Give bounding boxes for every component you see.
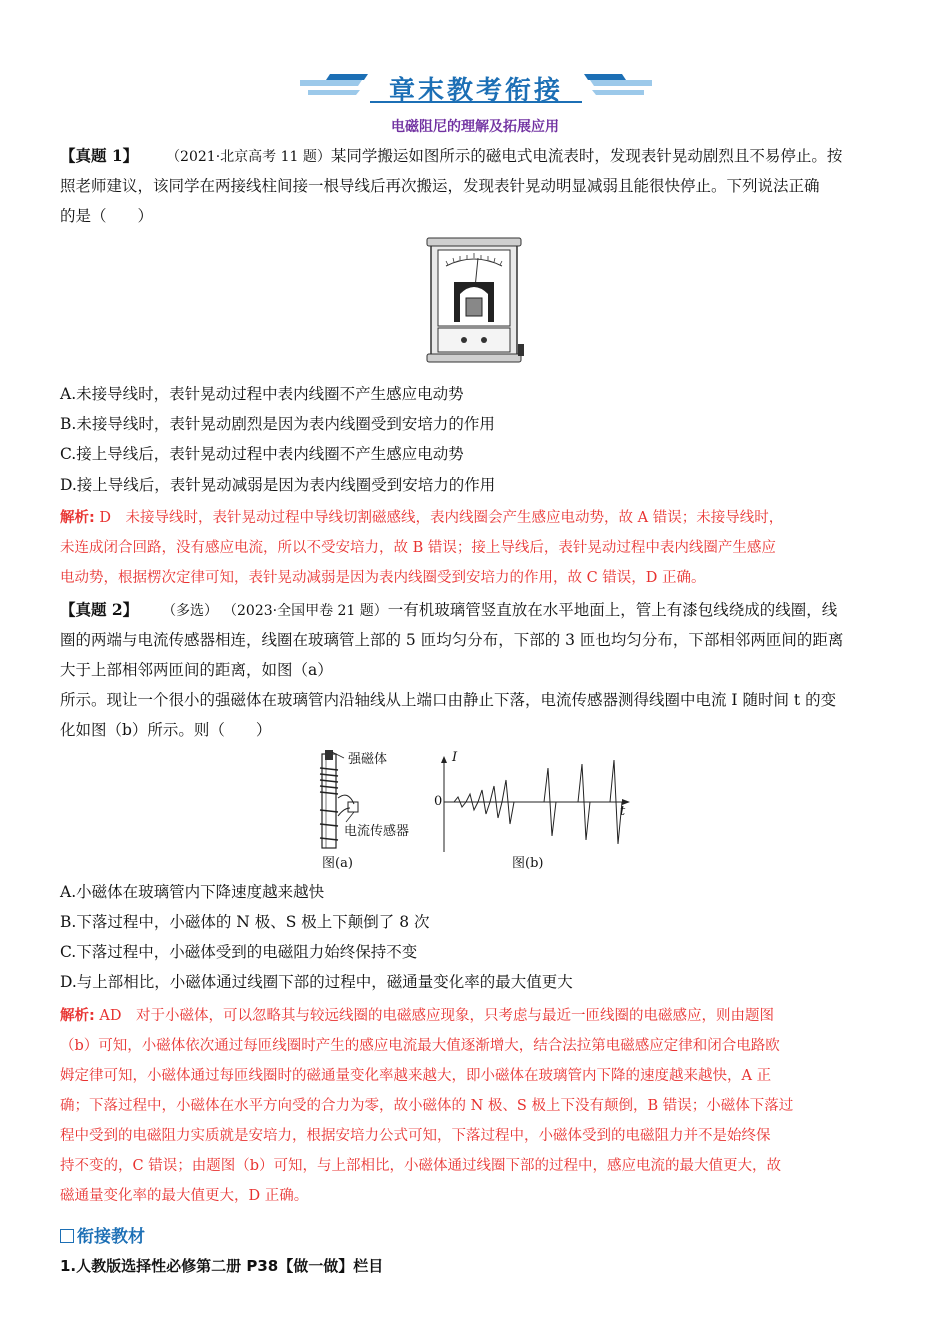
q2-stem-2: 圈的两端与电流传感器相连，线圈在玻璃管上部的 5 匝均匀分布，下部的 3 匝也均匀分布，下部相邻两匝间的距离 (60, 631, 844, 649)
figure-a (318, 746, 428, 872)
galvanometer-figure (426, 236, 528, 372)
q2-multi: （多选） (162, 603, 219, 619)
axis-origin: 0 (434, 794, 443, 809)
q1-source: （2021·北京高考 11 题） (166, 149, 331, 165)
q2-stem-3: 大于上部相邻两匝间的距离，如图（a） (60, 661, 333, 679)
q2-analysis-2: （b）可知，小磁体依次通过每匝线圈时产生的感应电流最大值逐渐增大，结合法拉第电磁感应定律和闭合电路欧 (60, 1038, 780, 1054)
q2-analysis-6: 持不变的，C 错误；由题图（b）可知，与上部相比，小磁体通过线圈下部的过程中，感应电流的最大值更大，故 (60, 1158, 781, 1174)
q2-analysis-4: 确；下落过程中，小磁体在水平方向受的合力为零，故小磁体的 N 极、S 极上下没有颠倒，B 错误；小磁体下落过 (60, 1098, 794, 1114)
q1-analysis-line-1 (60, 506, 783, 527)
checkbox-square-icon (60, 1229, 74, 1243)
q2-option-d: D.与上部相比，小磁体通过线圈下部的过程中，磁通量变化率的最大值更大 (60, 973, 573, 991)
q1-analysis-2: 未连成闭合回路，没有感应电流，所以不受安培力，故 B 错误；接上导线后，表针晃动过程中表内线圈产生感应 (60, 540, 776, 556)
q2-stem-5: 化如图（b）所示。则（ ） (60, 721, 272, 739)
caption-a: 图(a) (322, 856, 353, 871)
q2-option-c: C.下落过程中，小磁体受到的电磁阻力始终保持不变 (60, 943, 418, 961)
q2-analysis-5: 程中受到的电磁阻力实质就是安培力，根据安培力公式可知，下落过程中，小磁体受到的电磁阻力并不是始终保 (60, 1128, 771, 1144)
q1-option-b: B.未接导线时，表针晃动剧烈是因为表内线圈受到安培力的作用 (60, 415, 495, 433)
q1-stem-3: 的是（ ） (60, 207, 154, 225)
q1-analysis-3: 电动势，根据楞次定律可知，表针晃动减弱是因为表内线圈受到安培力的作用，故 C 错误，D 正确。 (60, 570, 706, 586)
q1-stem-2: 照老师建议，该同学在两接线柱间接一根导线后再次搬运，发现表针晃动明显减弱且能很快停止。下列说法正确 (60, 177, 820, 195)
section-item-1: 1.人教版选择性必修第二册 P38【做一做】栏目 (60, 1257, 384, 1275)
section-heading (60, 1222, 145, 1247)
q2-tag: 【真题 2】 (60, 600, 139, 619)
q2-analysis-1: AD 对于小磁体，可以忽略其与较远线圈的电磁感应现象，只考虑与最近一匝线圈的电磁感应，则由题图 (94, 1008, 775, 1024)
q1-analysis-label: 解析: (60, 510, 95, 526)
label-magnet: 强磁体 (348, 752, 388, 767)
figure-b (432, 750, 632, 874)
q2-analysis-3: 姆定律可知，小磁体通过每匝线圈时的磁通量变化率越来越大，即小磁体在玻璃管内下降的速度越来越快，A 正 (60, 1068, 772, 1084)
q2-stem-1: 一有机玻璃管竖直放在水平地面上，管上有漆包线绕成的线圈，线 (387, 601, 838, 619)
page-subtitle: 电磁阻尼的理解及拓展应用 (391, 119, 559, 135)
q1-stem-1: 某同学搬运如图所示的磁电式电流表时，发现表针晃动剧烈且不易停止。按 (330, 147, 843, 165)
q1-option-a: A.未接导线时，表针晃动过程中表内线圈不产生感应电动势 (60, 385, 464, 403)
q1-tag: 【真题 1】 (60, 146, 139, 165)
q2-analysis-line-1 (60, 1004, 774, 1025)
q2-option-a: A.小磁体在玻璃管内下降速度越来越快 (60, 883, 325, 901)
q2-source: （2023·全国甲卷 21 题） (223, 603, 388, 619)
q1-option-c: C.接上导线后，表针晃动过程中表内线圈不产生感应电动势 (60, 445, 464, 463)
axis-y-label: I (452, 750, 458, 765)
q2-stem-line-1 (60, 598, 837, 620)
q1-option-d: D.接上导线后，表针晃动减弱是因为表内线圈受到安培力的作用 (60, 476, 496, 494)
label-sensor: 电流传感器 (344, 824, 410, 839)
q2-analysis-label: 解析: (60, 1008, 95, 1024)
axis-x-label: t (620, 804, 626, 819)
q2-stem-4: 所示。现让一个很小的强磁体在玻璃管内沿轴线从上端口由静止下落，电流传感器测得线圈中电流 I 随时间 t 的变 (60, 691, 837, 709)
page-title: 章末教考衔接 (388, 76, 563, 106)
section-title: 衔接教材 (77, 1227, 145, 1247)
q2-analysis-7: 磁通量变化率的最大值更大，D 正确。 (60, 1188, 309, 1204)
caption-b: 图(b) (512, 856, 544, 871)
q2-option-b: B.下落过程中，小磁体的 N 极、S 极上下颠倒了 8 次 (60, 913, 430, 931)
title-banner (300, 66, 652, 106)
q1-analysis-1: D 未接导线时，表针晃动过程中导线切割磁感线，表内线圈会产生感应电动势，故 A 错误；未接导线时， (94, 510, 784, 526)
q1-stem-line-1 (60, 144, 842, 166)
